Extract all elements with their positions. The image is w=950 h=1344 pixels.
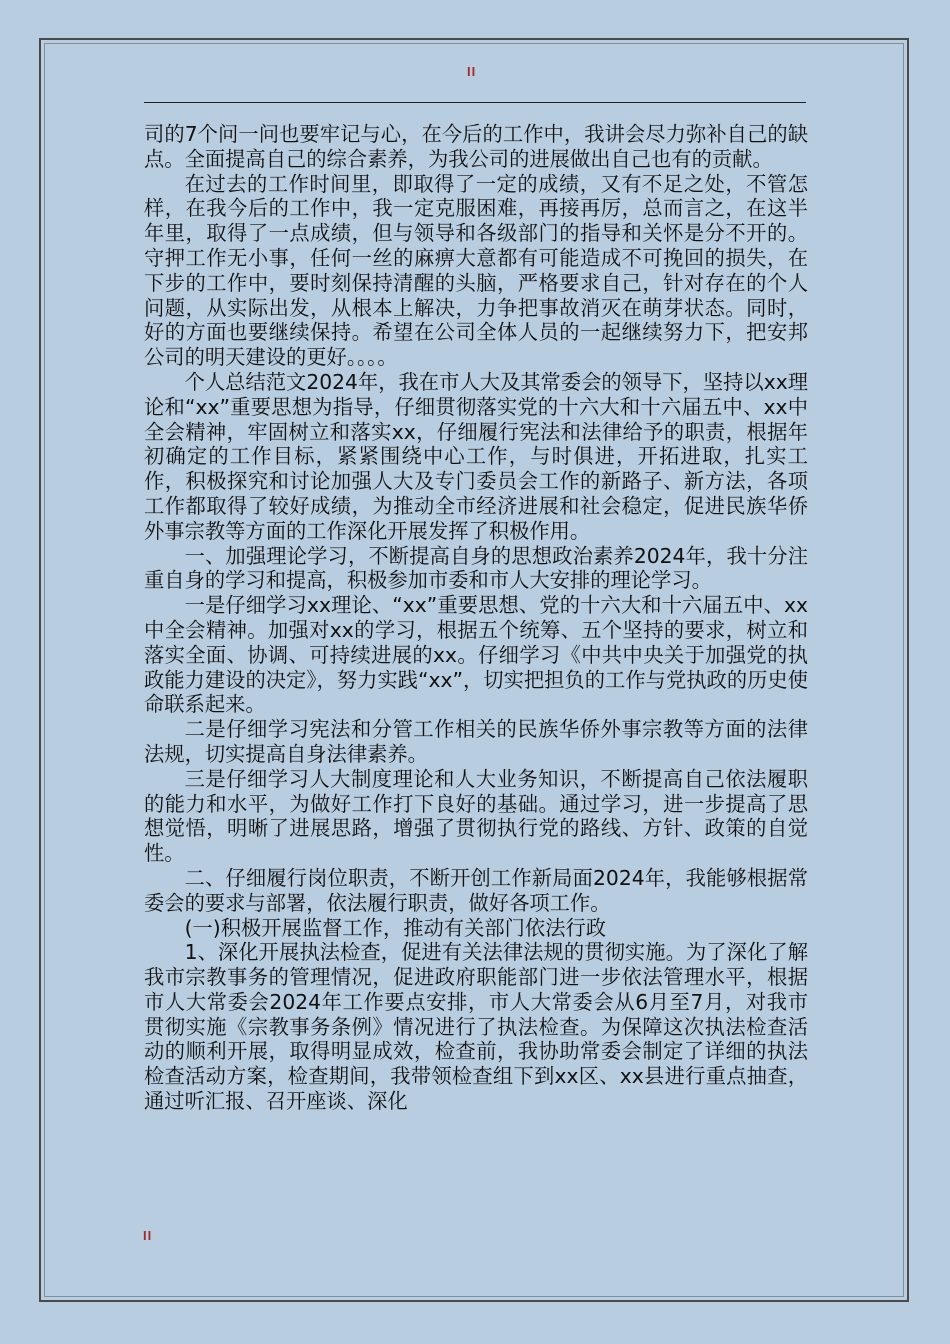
header-mark: II xyxy=(467,64,477,79)
paragraph-10: 1、深化开展执法检查，促进有关法律法规的贯彻实施。为了深化了解我市宗教事务的管理情况，促进政府职能部门进一步依法管理水平，根据市人大常委会2024年工作要点安排，市人大常委会从6月至7月，对我市贯彻实施《宗教事务条例》情况进行了执法检查。为保障这次执法检查活动的顺利开展，取得明显成效，检查前，我协助常委会制定了详细的执法检查活动方案，检查期间，我带领检查组下到xx区、xx县进行重点抽查，通过听汇报、召开座谈、深化 xyxy=(144,940,808,1114)
paragraph-5: 一是仔细学习xx理论、“xx”重要思想、党的十六大和十六届五中、xx中全会精神。加强对xx的学习，根据五个统筹、五个坚持的要求，树立和落实全面、协调、可持续进展的xx。仔细学习《中共中央关于加强党的执政能力建设的决定》，努力实践“xx”，切实把担负的工作与党执政的历史使命联系起来。 xyxy=(144,593,808,717)
paragraph-3: 个人总结范文2024年，我在市人大及其常委会的领导下，坚持以xx理论和“xx”重要思想为指导，仔细贯彻落实党的十六大和十六届五中、xx中全会精神，牢固树立和落实xx，仔细履行宪法和法律给予的职责，根据年初确定的工作目标，紧紧围绕中心工作，与时俱进，开拓进取，扎实工作，积极探究和讨论加强人大及专门委员会工作的新路子、新方法，各项工作都取得了较好成绩，为推动全市经济进展和社会稳定，促进民族华侨外事宗教等方面的工作深化开展发挥了积极作用。 xyxy=(144,369,808,543)
paragraph-1: 司的7个问一问也要牢记与心，在今后的工作中，我讲会尽力弥补自己的缺点。全面提高自己的综合素养，为我公司的进展做出自己也有的贡献。 xyxy=(144,122,808,171)
paragraph-6: 二是仔细学习宪法和分管工作相关的民族华侨外事宗教等方面的法律法规，切实提高自身法律素养。 xyxy=(144,717,808,766)
header-rule xyxy=(144,102,806,103)
document-body xyxy=(144,122,808,1114)
paragraph-2: 在过去的工作时间里，即取得了一定的成绩，又有不足之处，不管怎样，在我今后的工作中，我一定克服困难，再接再厉，总而言之，在这半年里，取得了一点成绩，但与领导和各级部门的指导和关怀是分不开的。守押工作无小事，任何一丝的麻痹大意都有可能造成不可挽回的损失，在下步的工作中，要时刻保持清醒的头脑，严格要求自己，针对存在的个人问题，从实际出发，从根本上解决，力争把事故消灭在萌芽状态。同时，好的方面也要继续保持。希望在公司全体人员的一起继续努力下，把安邦公司的明天建设的更好。。。。 xyxy=(144,171,808,370)
paragraph-4: 一、加强理论学习，不断提高自身的思想政治素养2024年，我十分注重自身的学习和提高，积极参加市委和市人大安排的理论学习。 xyxy=(144,543,808,593)
paragraph-9: (一)积极开展监督工作，推动有关部门依法行政 xyxy=(184,915,607,940)
paragraph-8: 二、仔细履行岗位职责，不断开创工作新局面2024年，我能够根据常委会的要求与部署，依法履行职责，做好各项工作。 xyxy=(144,865,808,915)
footer-mark: II xyxy=(143,1228,153,1243)
paragraph-7: 三是仔细学习人大制度理论和人大业务知识，不断提高自己依法履职的能力和水平，为做好工作打下良好的基础。通过学习，进一步提高了思想觉悟，明晰了进展思路，增强了贯彻执行党的路线、方针、政策的自觉性。 xyxy=(144,766,808,866)
